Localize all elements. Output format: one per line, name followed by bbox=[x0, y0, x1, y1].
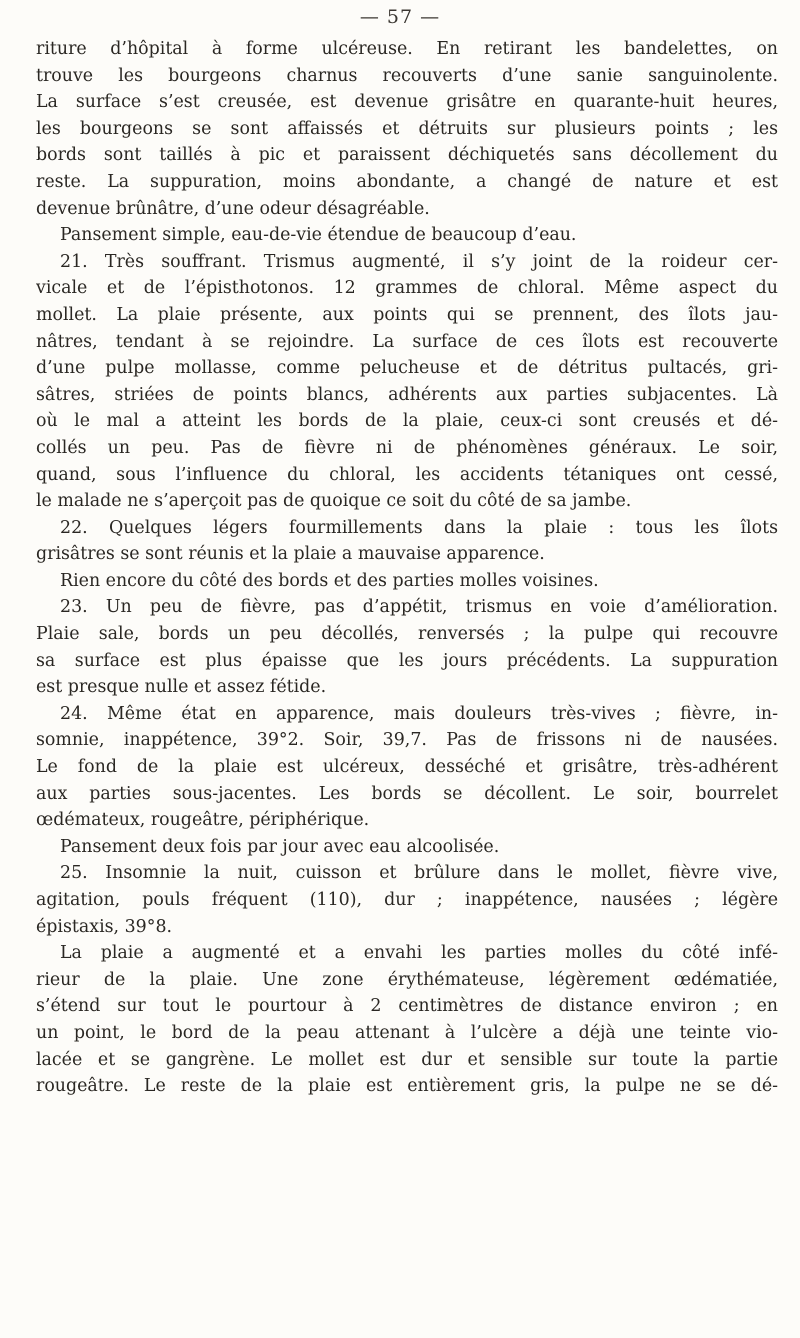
text-line: le malade ne s’aperçoit pas de quoique ce soit du côté de sa jambe. bbox=[36, 491, 632, 512]
text-line: Plaie sale, bords un peu décollés, renversés ; la pulpe qui recouvre bbox=[36, 624, 778, 645]
text-line: nâtres, tendant à se rejoindre. La surface de ces îlots est recouverte bbox=[36, 331, 778, 352]
text-line: sâtres, striées de points blancs, adhérents aux parties subjacentes. Là bbox=[36, 384, 778, 405]
text-line: Rien encore du côté des bords et des parties molles voisines. bbox=[60, 570, 599, 591]
text-line: où le mal a atteint les bords de la plaie, ceux-ci sont creusés et dé- bbox=[36, 411, 778, 432]
text-line: d’une pulpe mollasse, comme pelucheuse et de détritus pultacés, gri- bbox=[36, 358, 778, 379]
text-line: devenue brûnâtre, d’une odeur désagréable. bbox=[36, 198, 430, 219]
text-line: quand, sous l’influence du chloral, les accidents tétaniques ont cessé, bbox=[36, 464, 778, 485]
text-line: somnie, inappétence, 39°2. Soir, 39,7. Pas de frissons ni de nausées. bbox=[36, 730, 778, 751]
text-line: trouve les bourgeons charnus recouverts d’une sanie sanguinolente. bbox=[36, 65, 778, 86]
text-line: sa surface est plus épaisse que les jours précédents. La suppuration bbox=[36, 650, 778, 671]
text-line: vicale et de l’épisthotonos. 12 grammes de chloral. Même aspect du bbox=[36, 278, 778, 299]
text-line: bords sont taillés à pic et paraissent déchiquetés sans décollement du bbox=[36, 145, 778, 166]
body-text bbox=[36, 36, 778, 1100]
text-line: Pansement deux fois par jour avec eau alcoolisée. bbox=[60, 836, 500, 857]
text-line: La surface s’est creusée, est devenue grisâtre en quarante-huit heures, bbox=[36, 92, 778, 113]
text-line: œdémateux, rougeâtre, périphérique. bbox=[36, 810, 370, 831]
text-line: riture d’hôpital à forme ulcéreuse. En retirant les bandelettes, on bbox=[36, 39, 778, 59]
text-line: est presque nulle et assez fétide. bbox=[36, 677, 327, 698]
text-line: Le fond de la plaie est ulcéreux, desséché et grisâtre, très-adhérent bbox=[36, 757, 778, 778]
text-line: mollet. La plaie présente, aux points qui se prennent, des îlots jau- bbox=[36, 304, 778, 325]
text-line: rougeâtre. Le reste de la plaie est entièrement gris, la pulpe ne se dé- bbox=[36, 1076, 778, 1097]
text-line: lacée et se gangrène. Le mollet est dur et sensible sur toute la partie bbox=[36, 1049, 778, 1070]
text-line: rieur de la plaie. Une zone érythémateuse, légèrement œdématiée, bbox=[36, 969, 778, 990]
text-line: 21. Très souffrant. Trismus augmenté, il s’y joint de la roideur cer- bbox=[60, 251, 778, 272]
text-line: aux parties sous-jacentes. Les bords se décollent. Le soir, bourrelet bbox=[36, 783, 778, 804]
text-line: 25. Insomnie la nuit, cuisson et brûlure dans le mollet, fièvre vive, bbox=[60, 863, 778, 884]
text-line: reste. La suppuration, moins abondante, a changé de nature et est bbox=[36, 171, 778, 192]
text-line: Pansement simple, eau-de-vie étendue de beaucoup d’eau. bbox=[60, 225, 577, 246]
text-line: grisâtres se sont réunis et la plaie a mauvaise apparence. bbox=[36, 544, 545, 565]
text-line: 24. Même état en apparence, mais douleurs très-vives ; fièvre, in- bbox=[60, 703, 778, 724]
text-line: épistaxis, 39°8. bbox=[36, 916, 173, 937]
text-line: s’étend sur tout le pourtour à 2 centimètres de distance environ ; en bbox=[36, 996, 778, 1017]
text-line: un point, le bord de la peau attenant à l’ulcère a déjà une teinte vio- bbox=[36, 1022, 778, 1043]
text-line: les bourgeons se sont affaissés et détruits sur plusieurs points ; les bbox=[36, 118, 778, 139]
text-line: 22. Quelques légers fourmillements dans la plaie : tous les îlots bbox=[60, 517, 778, 538]
text-line: La plaie a augmenté et a envahi les parties molles du côté infé- bbox=[60, 943, 778, 964]
text-line: agitation, pouls fréquent (110), dur ; inappétence, nausées ; légère bbox=[36, 890, 778, 910]
text-line: collés un peu. Pas de fièvre ni de phénomènes généraux. Le soir, bbox=[36, 437, 778, 458]
text-line: 23. Un peu de fièvre, pas d’appétit, trismus en voie d’amélioration. bbox=[60, 597, 778, 618]
page-number: — 57 — bbox=[359, 6, 441, 28]
